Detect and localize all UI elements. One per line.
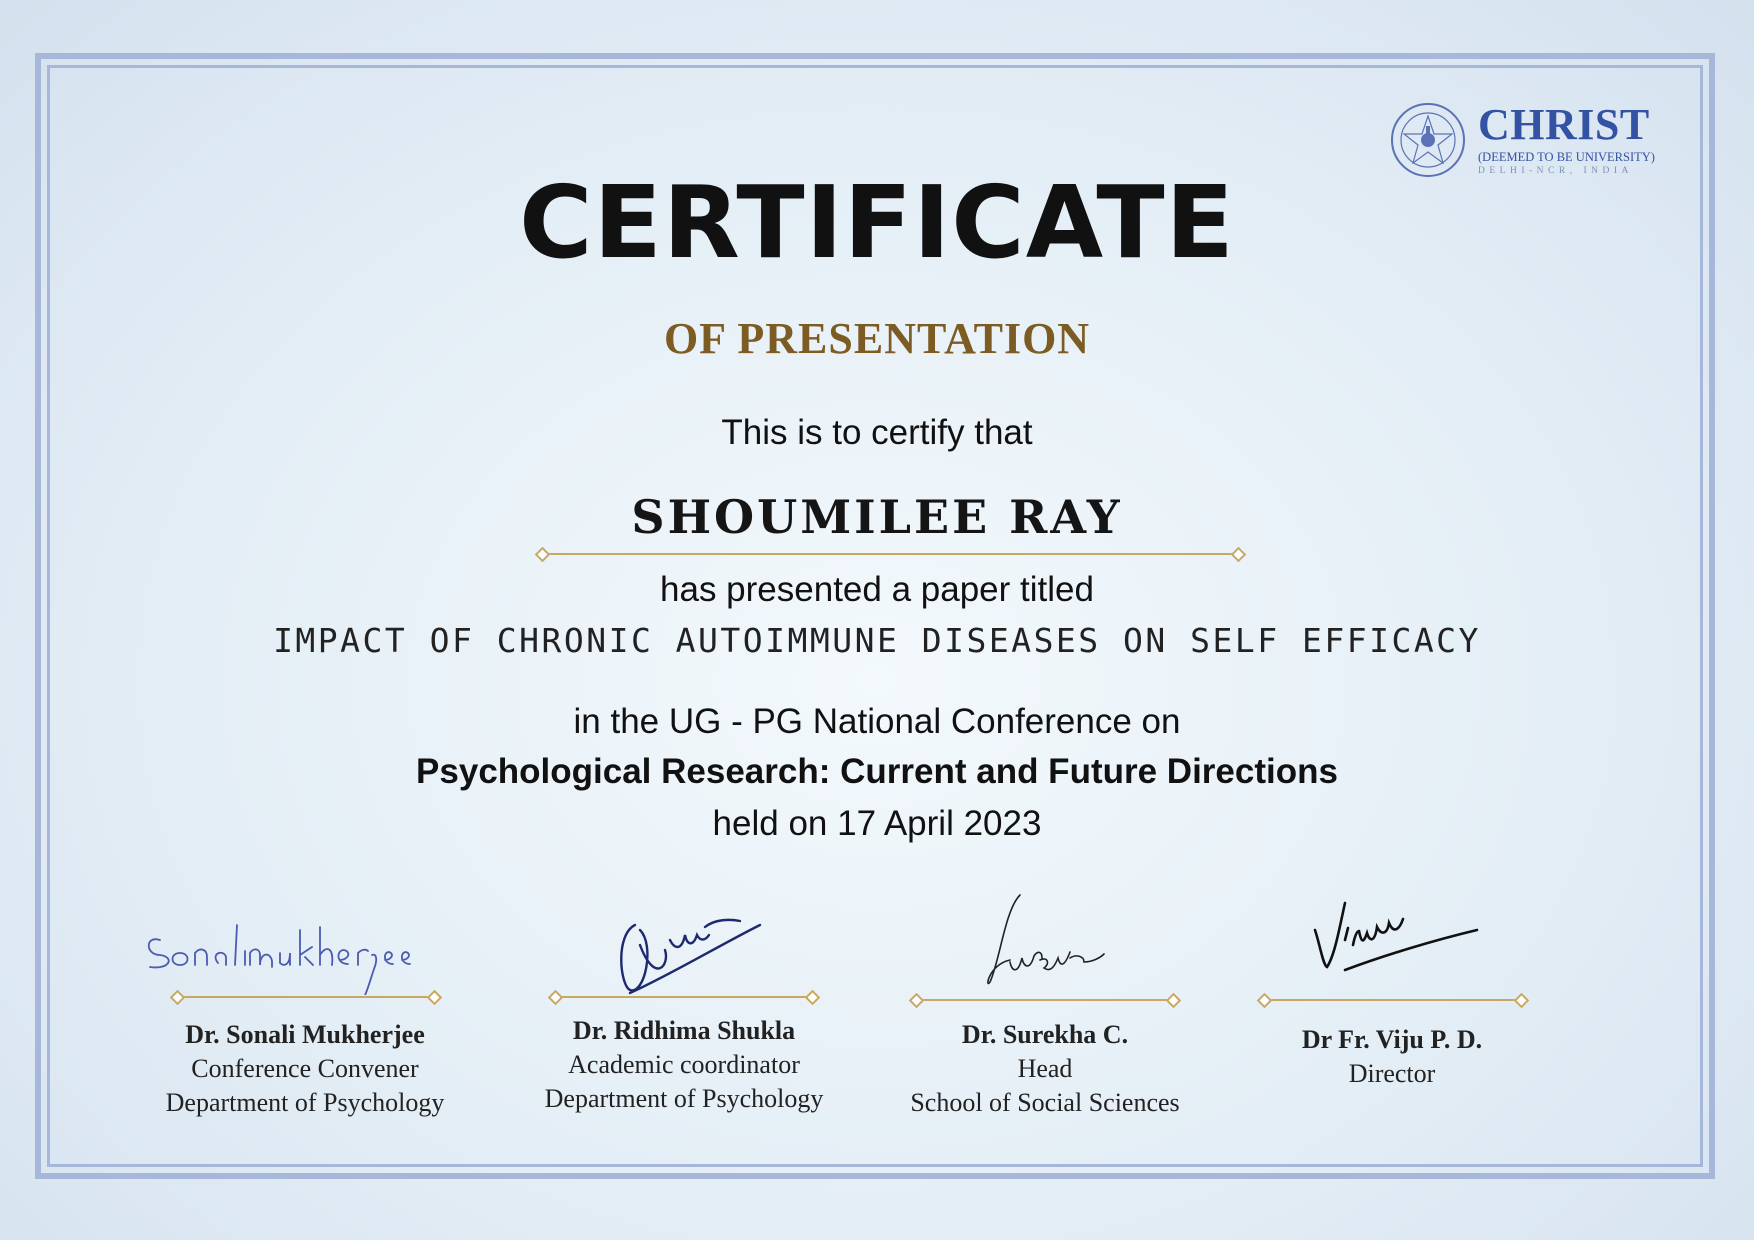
signature-line-2 [556, 996, 812, 998]
signatory-4 [1227, 1023, 1557, 1091]
signatory-3 [880, 1018, 1210, 1120]
recipient-underline [543, 553, 1238, 555]
signatory-role: Director [1348, 1059, 1436, 1088]
recipient-name: SHOUMILEE RAY [631, 490, 1123, 544]
signatory-name: Dr. Sonali Mukherjee [185, 1020, 425, 1049]
paper-title: IMPACT OF CHRONIC AUTOIMMUNE DISEASES ON SELF EFFICACY [273, 621, 1481, 660]
logo-location: DELHI-NCR, INDIA [1478, 166, 1633, 176]
signature-line-3 [917, 999, 1173, 1001]
signatory-department: Department of Psychology [165, 1088, 445, 1117]
signatory-role: Academic coordinator [568, 1050, 800, 1079]
university-logo [1390, 102, 1670, 178]
signatory-name: Dr Fr. Viju P. D. [1301, 1025, 1483, 1054]
certify-line: This is to certify that [721, 413, 1033, 452]
signatory-role: Conference Convener [191, 1054, 419, 1083]
signatory-name: Dr. Surekha C. [961, 1020, 1129, 1049]
signature-surekha [980, 890, 1110, 995]
presented-line: has presented a paper titled [660, 570, 1094, 609]
university-seal-icon [1390, 102, 1468, 178]
signatory-department: Department of Psychology [544, 1084, 824, 1113]
logo-subtitle: (DEEMED TO BE UNIVERSITY) [1478, 150, 1655, 164]
signatory-name: Dr. Ridhima Shukla [572, 1016, 796, 1045]
signatory-2 [519, 1014, 849, 1116]
signature-ridhima-shukla [610, 905, 780, 1000]
certificate-title: CERTIFICATE [519, 164, 1235, 281]
held-date: held on 17 April 2023 [712, 804, 1042, 843]
signature-sonali-mukherjee [140, 915, 430, 995]
signature-line-1 [178, 996, 434, 998]
conference-name: Psychological Research: Current and Future Directions [416, 752, 1338, 791]
signatory-role: Head [1017, 1054, 1073, 1083]
conference-intro: in the UG - PG National Conference on [573, 702, 1181, 741]
certificate-subtitle: OF PRESENTATION [663, 314, 1091, 363]
signature-viju [1305, 895, 1485, 985]
signature-line-4 [1265, 999, 1521, 1001]
signatory-department: School of Social Sciences [910, 1088, 1180, 1117]
signatory-1 [140, 1018, 470, 1120]
logo-name: CHRIST [1478, 100, 1650, 149]
